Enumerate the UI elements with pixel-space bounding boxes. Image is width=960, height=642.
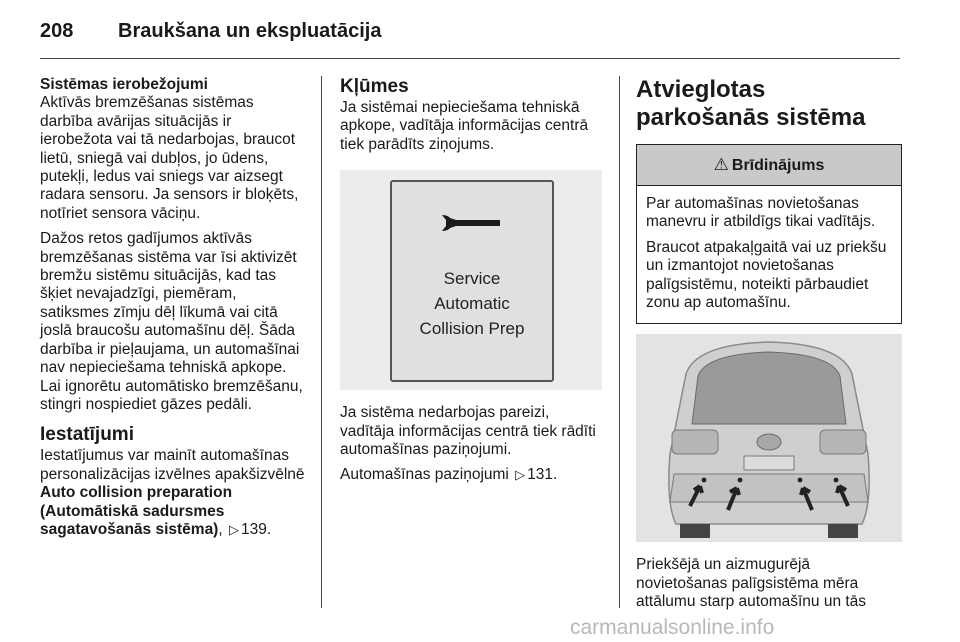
warning-triangle-icon: ⚠ bbox=[713, 155, 729, 174]
faults-heading: Kļūmes bbox=[340, 76, 409, 97]
column-left bbox=[40, 76, 306, 546]
rear-car-illustration bbox=[636, 334, 902, 542]
settings-menu-name: Auto collision preparation (Automātiskā sadursmes sagatavošanās sistēma) bbox=[40, 484, 233, 538]
limits-paragraph-1: Aktīvās bremzēšanas sistēmas darbība avārijas situācijās ir ierobežota vai tā nedarbojas, braucot lietū, sniegā vai dubļos, jo ūdens, putekļi, ledus vai sniegs var aizsegt radara sensoru. Ja sensors ir bloķēts, notīriet sensora vāciņu. bbox=[40, 94, 299, 222]
settings-page-ref[interactable]: 139. bbox=[240, 520, 272, 538]
faults-page-ref[interactable]: 131. bbox=[527, 466, 558, 484]
warning-label: Brīdinājums bbox=[731, 157, 825, 174]
warning-box bbox=[636, 144, 902, 324]
chapter-title: Braukšana un ekspluatācija bbox=[118, 20, 382, 42]
settings-heading: Iestatījumi bbox=[40, 424, 134, 446]
dic-display bbox=[390, 180, 554, 382]
page-number: 208 bbox=[40, 20, 74, 42]
rear-car-sensor-figure bbox=[636, 334, 902, 542]
watermark: carmanualsonline.info bbox=[570, 616, 775, 639]
limits-heading: Sistēmas ierobežojumi bbox=[40, 76, 208, 93]
column-divider bbox=[619, 76, 620, 608]
dic-message-figure bbox=[340, 170, 602, 390]
column-middle bbox=[340, 76, 602, 492]
faults-paragraph-3 bbox=[340, 466, 602, 484]
dic-line-2: Automatic bbox=[434, 294, 510, 314]
dic-line-1: Service bbox=[443, 269, 501, 289]
column-divider bbox=[321, 76, 322, 608]
parking-paragraph-1: Priekšējā un aizmugurējā novietošanas palīgsistēma mēra attālumu starp automašīnu un tās bbox=[636, 556, 867, 611]
faults-paragraph-1: Ja sistēmai nepieciešama tehniskā apkope, vadītāja informācijas centrā tiek parādīts ziņojums. bbox=[340, 99, 589, 153]
faults-paragraph-2: Ja sistēma nedarbojas pareizi, vadītāja informācijas centrā tiek rādīti automašīnas paziņojumi. bbox=[340, 404, 596, 459]
header-divider bbox=[40, 58, 900, 59]
page-reference-arrow-icon: ▷ bbox=[228, 521, 239, 537]
page-reference-arrow-icon: ▷ bbox=[515, 467, 526, 483]
section-title: Atvieglotas parkošanās sistēma bbox=[636, 76, 866, 131]
faults-ref-text: Automašīnas paziņojumi bbox=[340, 466, 514, 484]
wrench-icon bbox=[440, 212, 504, 234]
warning-body bbox=[637, 186, 901, 323]
dic-line-3: Collision Prep bbox=[419, 319, 525, 339]
settings-text-post: , bbox=[218, 520, 227, 538]
warning-paragraph-2: Braucot atpakaļgaitā vai uz priekšu un izmantojot novietošanas palīgsistēmu, noteikti pārbaudiet zonu ap automašīnu. bbox=[646, 238, 887, 312]
warning-header bbox=[637, 145, 901, 186]
settings-text: Iestatījumus var mainīt automašīnas personalizācijas izvēlnes apakšizvēlnē bbox=[40, 447, 305, 483]
warning-paragraph-1: Par automašīnas novietošanas manevru ir atbildīgs tikai vadītājs. bbox=[646, 195, 876, 231]
column-right bbox=[636, 76, 902, 619]
limits-paragraph-2: Dažos retos gadījumos aktīvās bremzēšanas sistēma var īsi aktivizēt bremžu sistēmu situācijās, kad tas šķiet nevajadzīgi, piemēram, satiksmes zīmju dēļ līkumā vai citā joslā braucošu automašīnu dēļ. Šāda darbība ir pieļaujama, un automašīnai nav nepieciešama tehniskā apkope. Lai ignorētu automātisko bremzēšanu, stingri nospiediet gāzes pedāli. bbox=[40, 230, 303, 413]
settings-paragraph bbox=[40, 447, 306, 539]
